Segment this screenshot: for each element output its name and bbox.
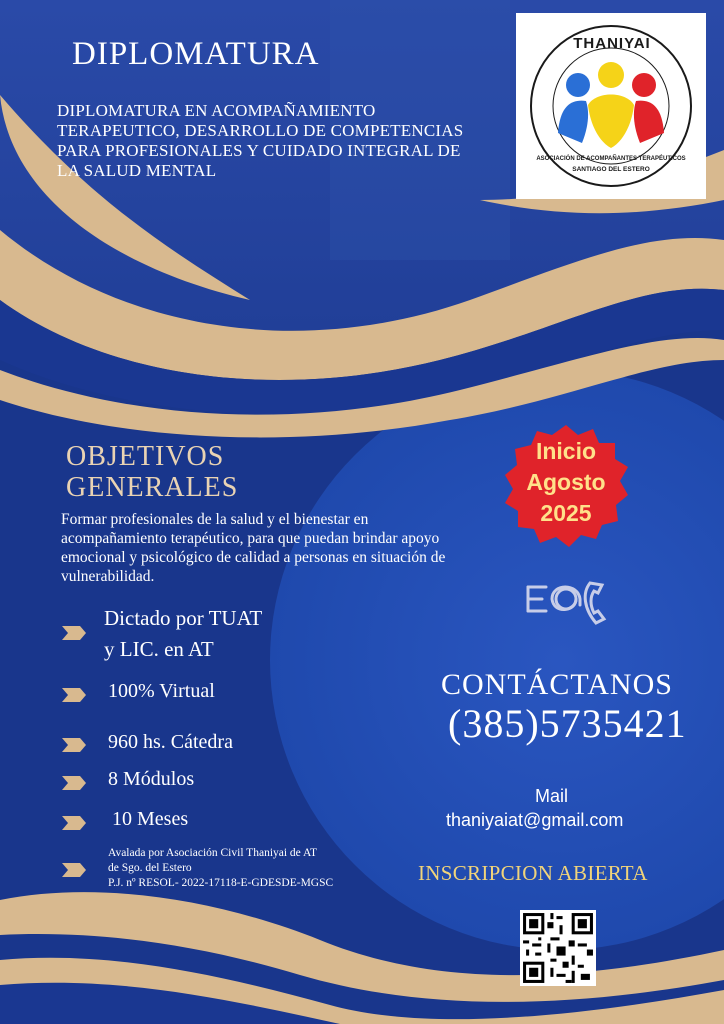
qr-code-graphic <box>520 910 596 986</box>
phone-number[interactable]: (385)5735421 <box>448 701 687 746</box>
objectives-title-line2: GENERALES <box>66 472 239 503</box>
logo-name: THANIYAI <box>573 35 651 52</box>
endorsement-line: P.J. nº RESOL- 2022-17118-E-GDESDE-MGSC <box>108 877 334 889</box>
objectives-title <box>66 441 326 503</box>
endorsement-line: de Sgo. del Estero <box>108 862 192 874</box>
contact-title: CONTÁCTANOS <box>441 668 673 701</box>
badge-line: Agosto <box>526 469 606 495</box>
logo-ring-text: ASOCIACIÓN DE ACOMPAÑANTES TERAPÉUTICOS <box>536 156 686 162</box>
registration-open: INSCRIPCION ABIERTA <box>418 861 648 885</box>
bullet-item: 960 hs. Cátedra <box>108 731 233 753</box>
email-phone-icon <box>524 575 614 635</box>
endorsement <box>108 846 408 891</box>
objectives-text: Formar profesionales de la salud y el bienestar en acompañamiento terapéutico, para que puedan brindar apoyo emocional y psicológico de calidad a personas en situación de vulnerabilidad. <box>61 511 446 585</box>
logo <box>516 13 706 199</box>
endorsement-line: Avalada por Asociación Civil Thaniyai de AT <box>108 847 318 859</box>
bullet-item: 100% Virtual <box>108 680 215 702</box>
bullet-text: Dictado por TUAT <box>104 606 263 630</box>
objectives-title-line1: OBJETIVOS <box>66 441 225 472</box>
mail-address[interactable]: thaniyaiat@gmail.com <box>446 810 624 830</box>
bullet-text: y LIC. en AT <box>104 637 214 661</box>
page-title: DIPLOMATURA <box>72 36 320 72</box>
qr-code[interactable] <box>520 910 596 986</box>
bullet-item <box>104 603 262 665</box>
bullet-item: 10 Meses <box>112 808 189 830</box>
bullet-item: 8 Módulos <box>108 768 195 790</box>
logo-ring-bottom: SANTIAGO DEL ESTERO <box>572 166 650 173</box>
page-subtitle: DIPLOMATURA EN ACOMPAÑAMIENTO TERAPEUTICO, DESARROLLO DE COMPETENCIAS PARA PROFESIONALES Y CUIDADO INTEGRAL DE LA SALUD MENTAL <box>57 101 464 180</box>
start-date-badge <box>508 436 624 529</box>
badge-line: 2025 <box>540 500 592 526</box>
mail-label: Mail <box>535 786 569 806</box>
badge-line: Inicio <box>535 438 597 464</box>
